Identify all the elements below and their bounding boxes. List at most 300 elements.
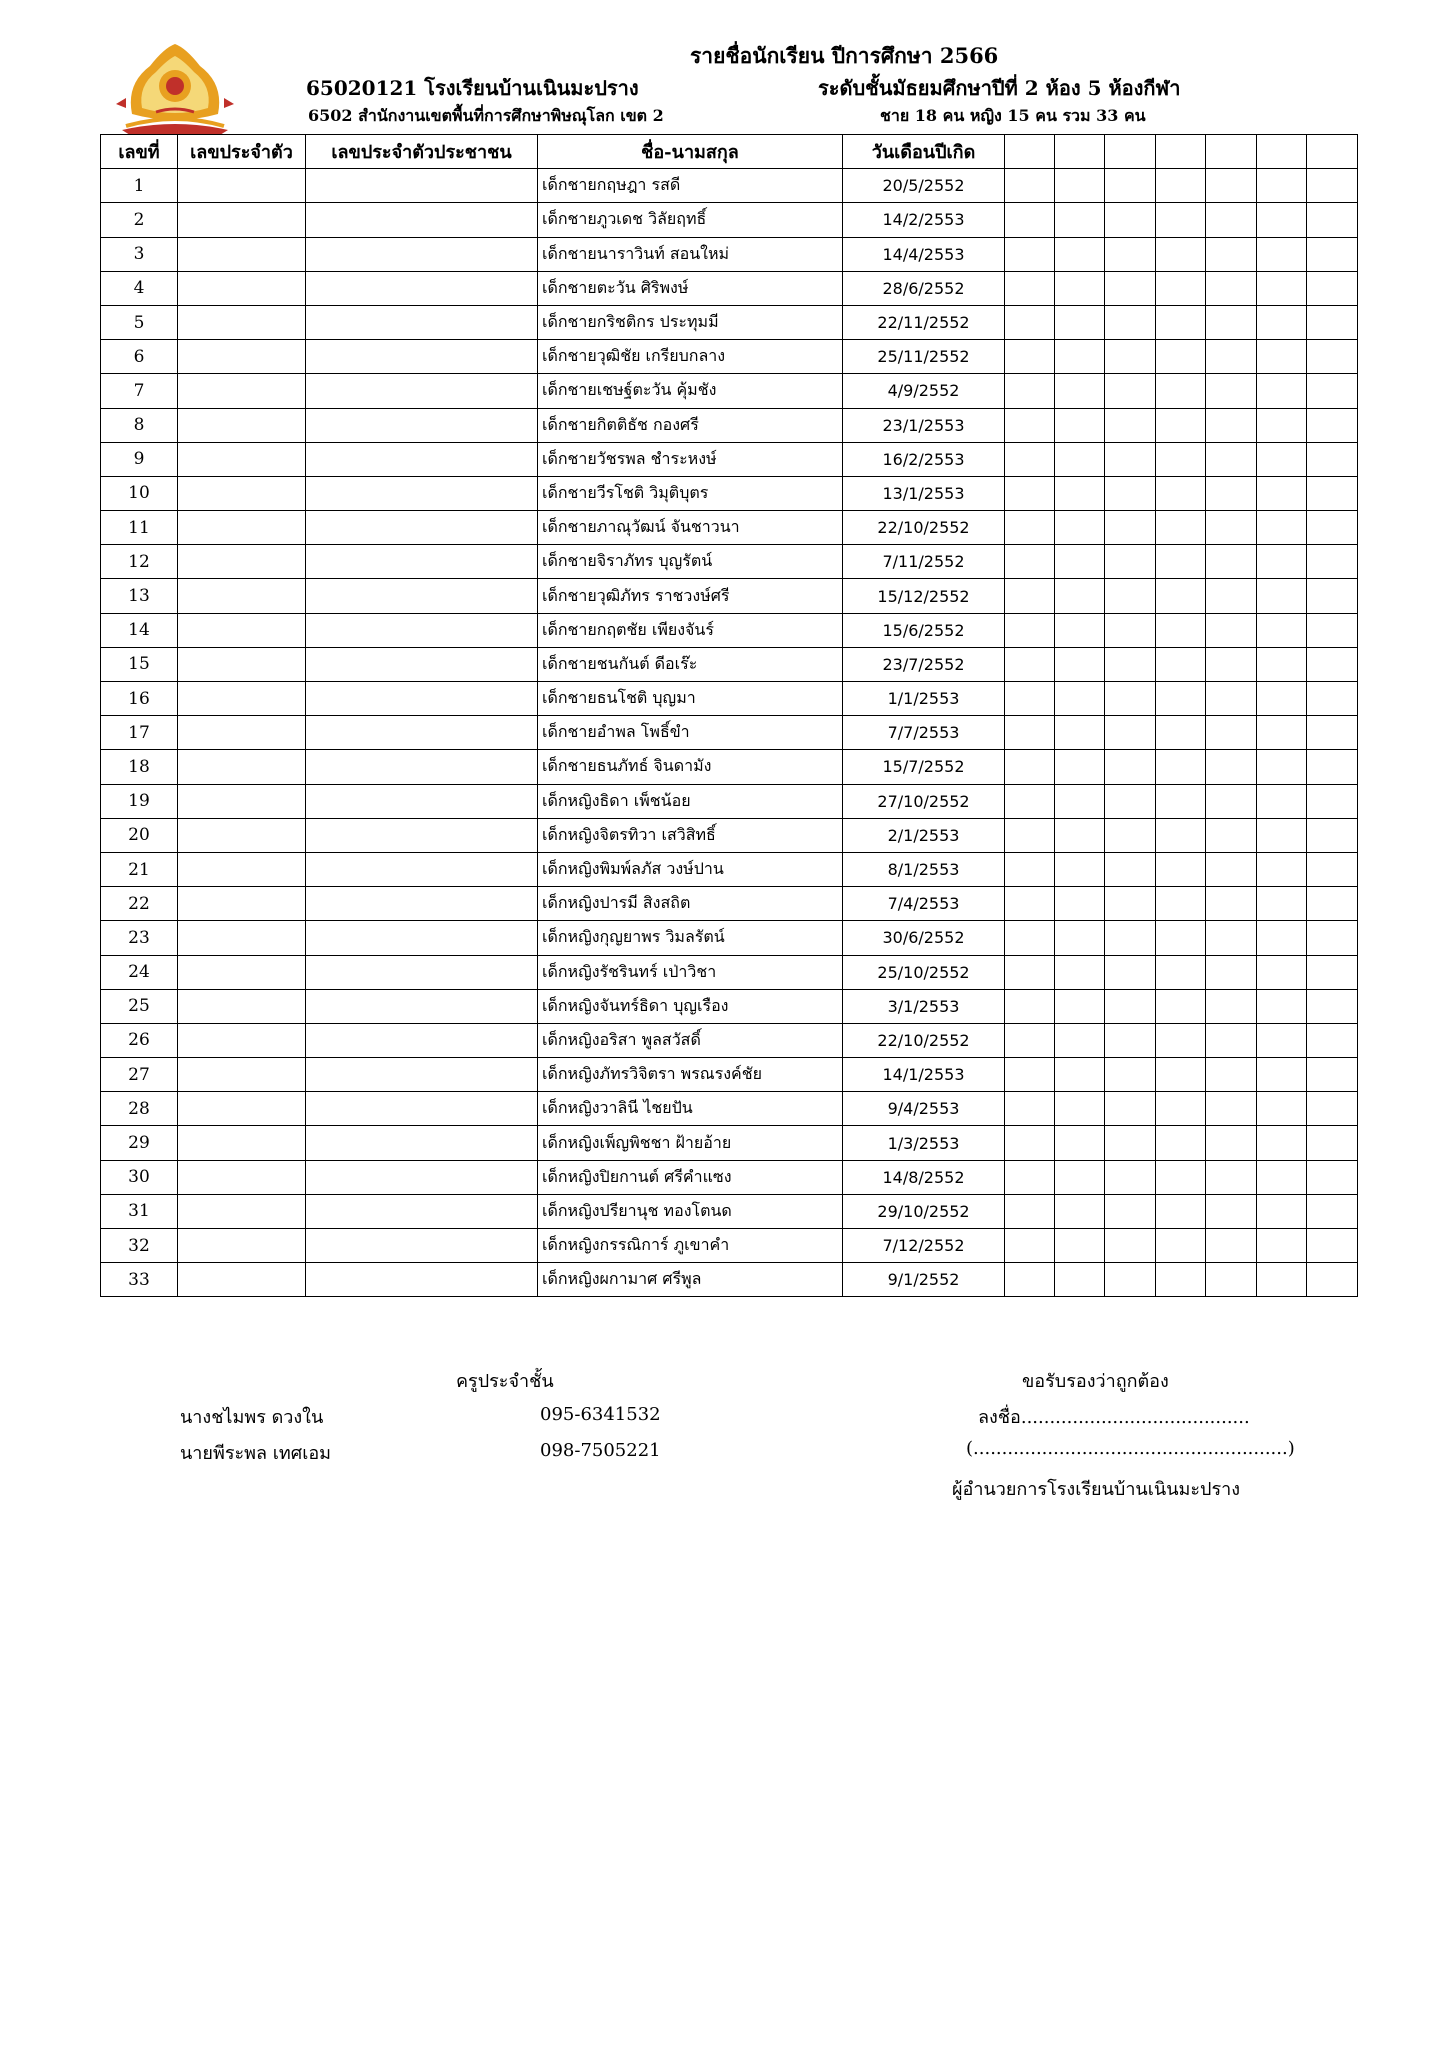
student-name-cell: เด็กหญิงภัทรวิจิตรา พรณรงค์ชัย [538,1058,843,1092]
homeroom-teacher-label: ครูประจำชั้น [456,1371,554,1392]
student-id-cell [178,1092,306,1126]
blank-cell [1005,1229,1055,1263]
table-row [101,921,1358,955]
blank-cell [1105,1229,1156,1263]
blank-cell [1055,716,1105,750]
table-row [101,989,1358,1023]
student-id-cell [178,1263,306,1297]
blank-cell [1156,613,1206,647]
birth-date-cell: 1/1/2553 [843,682,1005,716]
header-dob: วันเดือนปีเกิด [843,135,1005,169]
row-number-cell: 13 [101,579,178,613]
row-number-cell: 30 [101,1160,178,1194]
blank-cell [1206,818,1257,852]
blank-cell [1005,784,1055,818]
student-id-cell [178,545,306,579]
blank-cell [1156,545,1206,579]
blank-cell [1257,784,1307,818]
student-name-cell: เด็กชายเชษฐ์ตะวัน คุ้มชัง [538,374,843,408]
table-row [101,647,1358,681]
education-area: 6502 สำนักงานเขตพื้นที่การศึกษาพิษณุโลก เขต 2 [308,106,664,125]
blank-cell [1307,1229,1358,1263]
table-row [101,203,1358,237]
blank-cell [1206,408,1257,442]
birth-date-cell: 2/1/2553 [843,818,1005,852]
blank-cell [1257,716,1307,750]
blank-cell [1257,1194,1307,1228]
citizen-id-cell [306,476,538,510]
blank-cell [1105,682,1156,716]
row-number-cell: 10 [101,476,178,510]
blank-cell [1156,852,1206,886]
student-name-cell: เด็กชายตะวัน ศิริพงษ์ [538,271,843,305]
blank-cell [1005,203,1055,237]
birth-date-cell: 7/11/2552 [843,545,1005,579]
student-name-cell: เด็กชายกิตติธัช กองศรี [538,408,843,442]
blank-cell [1055,989,1105,1023]
table-row [101,1092,1358,1126]
blank-cell [1005,818,1055,852]
blank-cell [1156,647,1206,681]
student-id-cell [178,271,306,305]
blank-cell [1005,271,1055,305]
blank-cell [1257,921,1307,955]
blank-cell [1156,271,1206,305]
blank-cell [1307,852,1358,886]
student-id-cell [178,784,306,818]
blank-cell [1206,374,1257,408]
teacher2-name: นายพีระพล เทศเอม [180,1443,332,1464]
birth-date-cell: 9/4/2553 [843,1092,1005,1126]
blank-cell [1156,1092,1206,1126]
student-id-cell [178,716,306,750]
blank-cell [1307,647,1358,681]
table-row [101,852,1358,886]
header-blank [1055,135,1105,169]
student-id-cell [178,511,306,545]
blank-cell [1307,1160,1358,1194]
blank-cell [1307,1263,1358,1297]
blank-cell [1257,1263,1307,1297]
birth-date-cell: 7/7/2553 [843,716,1005,750]
signature-name-line: (.......................................................) [966,1438,1295,1459]
blank-cell [1055,545,1105,579]
student-id-cell [178,1126,306,1160]
blank-cell [1257,203,1307,237]
blank-cell [1105,1126,1156,1160]
birth-date-cell: 20/5/2552 [843,169,1005,203]
header-blank [1307,135,1358,169]
table-row [101,408,1358,442]
row-number-cell: 4 [101,271,178,305]
blank-cell [1307,716,1358,750]
blank-cell [1206,784,1257,818]
birth-date-cell: 30/6/2552 [843,921,1005,955]
table-row [101,1058,1358,1092]
citizen-id-cell [306,887,538,921]
blank-cell [1005,237,1055,271]
blank-cell [1257,408,1307,442]
blank-cell [1206,887,1257,921]
blank-cell [1105,1058,1156,1092]
blank-cell [1055,511,1105,545]
blank-cell [1105,613,1156,647]
row-number-cell: 8 [101,408,178,442]
blank-cell [1307,442,1358,476]
blank-cell [1005,1194,1055,1228]
student-name-cell: เด็กชายอำพล โพธิ์ขำ [538,716,843,750]
student-id-cell [178,818,306,852]
birth-date-cell: 29/10/2552 [843,1194,1005,1228]
citizen-id-cell [306,613,538,647]
citizen-id-cell [306,237,538,271]
blank-cell [1156,169,1206,203]
blank-cell [1105,750,1156,784]
blank-cell [1257,887,1307,921]
blank-cell [1257,1160,1307,1194]
table-row [101,305,1358,339]
table-row [101,442,1358,476]
blank-cell [1156,203,1206,237]
blank-cell [1206,1058,1257,1092]
blank-cell [1307,203,1358,237]
student-id-cell [178,1160,306,1194]
blank-cell [1307,340,1358,374]
blank-cell [1257,1092,1307,1126]
table-row [101,784,1358,818]
blank-cell [1257,682,1307,716]
blank-cell [1105,1160,1156,1194]
student-count: ชาย 18 คน หญิง 15 คน รวม 33 คน [880,106,1146,125]
row-number-cell: 31 [101,1194,178,1228]
table-row [101,1023,1358,1057]
citizen-id-cell [306,271,538,305]
blank-cell [1055,887,1105,921]
blank-cell [1257,1126,1307,1160]
student-name-cell: เด็กชายกฤตชัย เพียงจันร์ [538,613,843,647]
blank-cell [1257,237,1307,271]
student-id-cell [178,1023,306,1057]
blank-cell [1005,989,1055,1023]
birth-date-cell: 22/10/2552 [843,511,1005,545]
student-id-cell [178,989,306,1023]
student-name-cell: เด็กหญิงรัชรินทร์ เป่าวิชา [538,955,843,989]
birth-date-cell: 28/6/2552 [843,271,1005,305]
blank-cell [1055,374,1105,408]
signature-line: ลงชื่อ........................................ [978,1407,1250,1428]
blank-cell [1055,784,1105,818]
blank-cell [1257,750,1307,784]
blank-cell [1257,374,1307,408]
row-number-cell: 32 [101,1229,178,1263]
student-name-cell: เด็กชายชนกันต์ ดีอเร๊ะ [538,647,843,681]
blank-cell [1307,1194,1358,1228]
blank-cell [1206,169,1257,203]
blank-cell [1055,852,1105,886]
citizen-id-cell [306,682,538,716]
student-name-cell: เด็กหญิงจันทร์ธิดา บุญเรือง [538,989,843,1023]
blank-cell [1156,887,1206,921]
blank-cell [1055,955,1105,989]
student-name-cell: เด็กชายกริชติกร ประทุมมี [538,305,843,339]
birth-date-cell: 25/11/2552 [843,340,1005,374]
blank-cell [1005,511,1055,545]
blank-cell [1105,818,1156,852]
blank-cell [1105,305,1156,339]
citizen-id-cell [306,203,538,237]
blank-cell [1307,408,1358,442]
blank-cell [1005,682,1055,716]
row-number-cell: 33 [101,1263,178,1297]
blank-cell [1055,613,1105,647]
blank-cell [1055,682,1105,716]
birth-date-cell: 1/3/2553 [843,1126,1005,1160]
blank-cell [1005,716,1055,750]
table-row [101,1263,1358,1297]
row-number-cell: 11 [101,511,178,545]
blank-cell [1005,921,1055,955]
citizen-id-cell [306,511,538,545]
blank-cell [1257,852,1307,886]
table-row [101,340,1358,374]
blank-cell [1005,1023,1055,1057]
header-no: เลขที่ [101,135,178,169]
blank-cell [1307,545,1358,579]
table-row [101,682,1358,716]
blank-cell [1257,818,1307,852]
blank-cell [1307,511,1358,545]
blank-cell [1307,1092,1358,1126]
student-id-cell [178,408,306,442]
citizen-id-cell [306,169,538,203]
blank-cell [1206,1194,1257,1228]
blank-cell [1206,955,1257,989]
citizen-id-cell [306,408,538,442]
blank-cell [1206,579,1257,613]
blank-cell [1105,374,1156,408]
blank-cell [1257,476,1307,510]
student-name-cell: เด็กชายวัชรพล ชำระหงษ์ [538,442,843,476]
school-name: 65020121 โรงเรียนบ้านเนินมะปราง [306,76,639,100]
blank-cell [1307,271,1358,305]
birth-date-cell: 14/4/2553 [843,237,1005,271]
birth-date-cell: 7/4/2553 [843,887,1005,921]
row-number-cell: 20 [101,818,178,852]
student-name-cell: เด็กชายนาราวินท์ สอนใหม่ [538,237,843,271]
student-name-cell: เด็กชายธนโชติ บุญมา [538,682,843,716]
blank-cell [1055,1229,1105,1263]
header-blank [1105,135,1156,169]
blank-cell [1307,818,1358,852]
citizen-id-cell [306,1126,538,1160]
blank-cell [1156,716,1206,750]
table-row [101,1126,1358,1160]
student-id-cell [178,1229,306,1263]
table-row [101,374,1358,408]
student-id-cell [178,340,306,374]
header-blank [1005,135,1055,169]
table-row [101,271,1358,305]
student-id-cell [178,476,306,510]
blank-cell [1105,237,1156,271]
row-number-cell: 15 [101,647,178,681]
blank-cell [1257,955,1307,989]
student-name-cell: เด็กหญิงวาลินี ไชยปัน [538,1092,843,1126]
row-number-cell: 28 [101,1092,178,1126]
header-blank [1206,135,1257,169]
table-row [101,237,1358,271]
student-id-cell [178,887,306,921]
birth-date-cell: 22/11/2552 [843,305,1005,339]
blank-cell [1206,1023,1257,1057]
blank-cell [1005,613,1055,647]
row-number-cell: 21 [101,852,178,886]
blank-cell [1156,989,1206,1023]
blank-cell [1055,1160,1105,1194]
blank-cell [1055,1023,1105,1057]
blank-cell [1206,921,1257,955]
blank-cell [1055,1092,1105,1126]
blank-cell [1055,1263,1105,1297]
blank-cell [1156,340,1206,374]
blank-cell [1105,716,1156,750]
blank-cell [1307,237,1358,271]
table-row [101,169,1358,203]
birth-date-cell: 14/8/2552 [843,1160,1005,1194]
student-name-cell: เด็กชายธนภัทธ์ จินดามัง [538,750,843,784]
student-name-cell: เด็กหญิงปิยกานต์ ศรีคำแซง [538,1160,843,1194]
blank-cell [1257,1229,1307,1263]
blank-cell [1307,305,1358,339]
citizen-id-cell [306,1092,538,1126]
student-id-cell [178,203,306,237]
row-number-cell: 27 [101,1058,178,1092]
birth-date-cell: 27/10/2552 [843,784,1005,818]
header-student-id: เลขประจำตัว [178,135,306,169]
student-name-cell: เด็กหญิงปรียานุช ทองโตนด [538,1194,843,1228]
blank-cell [1055,921,1105,955]
row-number-cell: 17 [101,716,178,750]
blank-cell [1307,1126,1358,1160]
student-name-cell: เด็กหญิงจิตรทิวา เสวิสิทธิ์ [538,818,843,852]
blank-cell [1105,408,1156,442]
table-row [101,818,1358,852]
blank-cell [1257,613,1307,647]
birth-date-cell: 14/1/2553 [843,1058,1005,1092]
blank-cell [1156,1263,1206,1297]
blank-cell [1206,476,1257,510]
student-name-cell: เด็กชายวุฒิชัย เกรียบกลาง [538,340,843,374]
student-name-cell: เด็กชายจิราภัทร บุญรัตน์ [538,545,843,579]
row-number-cell: 9 [101,442,178,476]
table-row [101,476,1358,510]
blank-cell [1307,374,1358,408]
blank-cell [1307,989,1358,1023]
blank-cell [1307,887,1358,921]
blank-cell [1005,1058,1055,1092]
blank-cell [1055,1194,1105,1228]
table-row [101,1160,1358,1194]
blank-cell [1206,340,1257,374]
student-id-cell [178,579,306,613]
blank-cell [1307,613,1358,647]
blank-cell [1156,1023,1206,1057]
blank-cell [1156,511,1206,545]
blank-cell [1105,921,1156,955]
blank-cell [1005,305,1055,339]
blank-cell [1105,169,1156,203]
blank-cell [1206,271,1257,305]
blank-cell [1307,955,1358,989]
blank-cell [1005,340,1055,374]
table-row [101,750,1358,784]
citizen-id-cell [306,955,538,989]
blank-cell [1005,647,1055,681]
blank-cell [1156,784,1206,818]
student-name-cell: เด็กชายกฤษฎา รสดี [538,169,843,203]
row-number-cell: 1 [101,169,178,203]
citizen-id-cell [306,374,538,408]
blank-cell [1005,1126,1055,1160]
blank-cell [1005,955,1055,989]
blank-cell [1055,271,1105,305]
blank-cell [1055,476,1105,510]
student-id-cell [178,613,306,647]
citizen-id-cell [306,545,538,579]
blank-cell [1105,271,1156,305]
blank-cell [1105,1092,1156,1126]
birth-date-cell: 23/7/2552 [843,647,1005,681]
citizen-id-cell [306,1194,538,1228]
citizen-id-cell [306,340,538,374]
student-name-cell: เด็กหญิงปารมี สิงสถิต [538,887,843,921]
student-name-cell: เด็กหญิงเพ็ญพิชชา ฝ้ายอ้าย [538,1126,843,1160]
blank-cell [1105,852,1156,886]
blank-cell [1206,716,1257,750]
document-title: รายชื่อนักเรียน ปีการศึกษา 2566 [690,43,999,68]
blank-cell [1005,887,1055,921]
blank-cell [1055,1058,1105,1092]
blank-cell [1206,305,1257,339]
blank-cell [1005,1160,1055,1194]
blank-cell [1156,1229,1206,1263]
blank-cell [1257,647,1307,681]
blank-cell [1055,579,1105,613]
blank-cell [1005,169,1055,203]
blank-cell [1257,305,1307,339]
blank-cell [1055,408,1105,442]
blank-cell [1005,374,1055,408]
blank-cell [1156,955,1206,989]
birth-date-cell: 9/1/2552 [843,1263,1005,1297]
row-number-cell: 22 [101,887,178,921]
blank-cell [1257,169,1307,203]
teacher1-name: นางชไมพร ดวงใน [180,1407,324,1428]
citizen-id-cell [306,305,538,339]
student-name-cell: เด็กหญิงกรรณิการ์ ภูเขาคำ [538,1229,843,1263]
table-row [101,887,1358,921]
blank-cell [1055,237,1105,271]
blank-cell [1206,682,1257,716]
row-number-cell: 18 [101,750,178,784]
teacher2-phone: 098-7505221 [540,1440,661,1461]
blank-cell [1206,203,1257,237]
blank-cell [1206,1126,1257,1160]
blank-cell [1257,579,1307,613]
blank-cell [1156,921,1206,955]
teacher1-phone: 095-6341532 [540,1404,661,1425]
student-id-cell [178,921,306,955]
